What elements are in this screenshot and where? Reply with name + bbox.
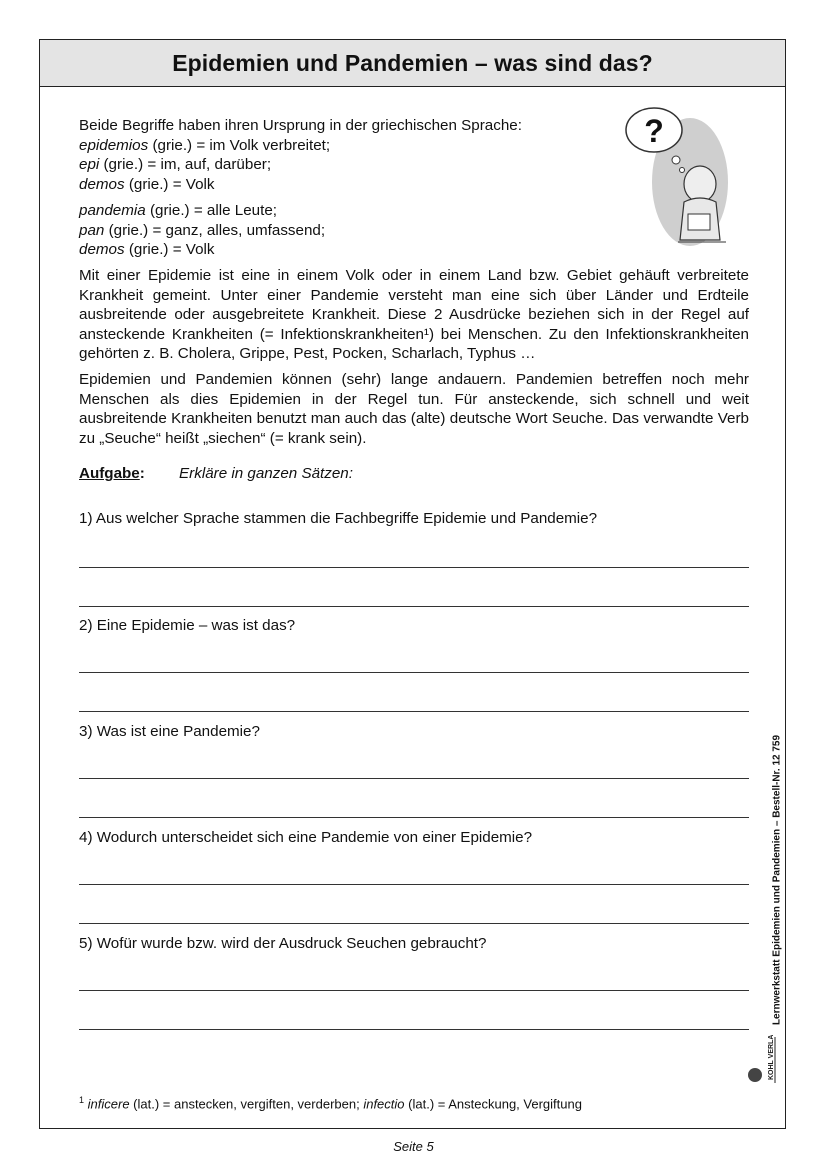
answer-line[interactable] xyxy=(79,711,749,712)
answer-line[interactable] xyxy=(79,884,749,885)
task-heading: Aufgabe: Erkläre in ganzen Sätzen: xyxy=(79,465,353,482)
question-5: 5) Wofür wurde bzw. wird der Ausdruck Seuchen gebraucht? xyxy=(79,935,487,952)
task-label: Aufgabe xyxy=(79,465,140,482)
page-number: Seite 5 xyxy=(393,1139,434,1154)
intro-line: Beide Begriffe haben ihren Ursprung in der griechischen Sprache: xyxy=(79,117,522,134)
term-line: epi (grie.) = im, auf, darüber; xyxy=(79,156,272,173)
task-instruction: Erkläre in ganzen Sätzen: xyxy=(179,465,353,482)
answer-line[interactable] xyxy=(79,567,749,568)
answer-line[interactable] xyxy=(79,606,749,607)
publisher-logo xyxy=(745,1035,785,1085)
question-1: 1) Aus welcher Sprache stammen die Fachbegriffe Epidemie und Pandemie? xyxy=(79,510,598,527)
answer-line[interactable] xyxy=(79,1029,749,1030)
order-number-sidebar xyxy=(767,715,787,1045)
answer-line[interactable] xyxy=(79,817,749,818)
term-line: pan (grie.) = ganz, alles, umfassend; xyxy=(79,221,326,239)
answer-line[interactable] xyxy=(79,990,749,991)
worksheet-frame xyxy=(39,39,786,1129)
paragraph-seuche: Epidemien und Pandemien können (sehr) lange andauern. Pandemien betreffen noch mehr Menschen als dies Epidemien in der Regel tun. Für ansteckende, sich schnell und weit ausbreitende Krankheiten benutzt man auch das (alte) deutsche Wort Seuche. Das verwandte Verb zu „Seuche“ heißt „siechen“ (= krank sein). xyxy=(79,371,749,447)
question-4: 4) Wodurch unterscheidet sich eine Pandemie von einer Epidemie? xyxy=(79,829,533,846)
svg-text:?: ? xyxy=(644,113,664,149)
term-line: epidemios (grie.) = im Volk verbreitet; xyxy=(79,136,331,154)
thinking-figure-question-mark-icon xyxy=(618,102,728,250)
answer-line[interactable] xyxy=(79,778,749,779)
question-3: 3) Was ist eine Pandemie? xyxy=(79,723,260,740)
answer-line[interactable] xyxy=(79,923,749,924)
paragraph-definition: Mit einer Epidemie ist eine in einem Volk oder in einem Land bzw. Gebiet gehäuft verbreitete Krankheit gemeint. Unter einer Pandemie versteht man eine sich über Länder und Erdteile ausbreitende oder ausgebreitete Krankheit. Diese 2 Ausdrücke beziehen sich in der Regel auf ansteckende Krankheiten (= Infektionskrankheiten¹) bei Menschen. Zu den Infektionskrankheiten gehörten z. B. Cholera, Grippe, Pest, Pocken, Scharlach, Typhus … xyxy=(79,267,749,362)
term-line: demos (grie.) = Volk xyxy=(79,241,215,258)
title-bar xyxy=(40,40,785,87)
page-title: Epidemien und Pandemien – was sind das? xyxy=(172,49,653,76)
svg-text:KOHL VERLAG: KOHL VERLAG xyxy=(768,1035,775,1080)
intro-block xyxy=(79,116,559,260)
question-2: 2) Eine Epidemie – was ist das? xyxy=(79,617,296,634)
footnote: $^1$ inficere (lat.) = anstecken, vergiften, verderben; infectio (lat.) = Ansteckung, Vergiftung xyxy=(79,1095,582,1112)
term-line: demos (grie.) = Volk xyxy=(79,175,215,193)
sidebar-text: Lernwerkstatt Epidemien und Pandemien – Bestell-Nr. 12 759 xyxy=(771,734,783,1026)
term-line: pandemia (grie.) = alle Leute; xyxy=(79,202,277,219)
answer-line[interactable] xyxy=(79,672,749,673)
